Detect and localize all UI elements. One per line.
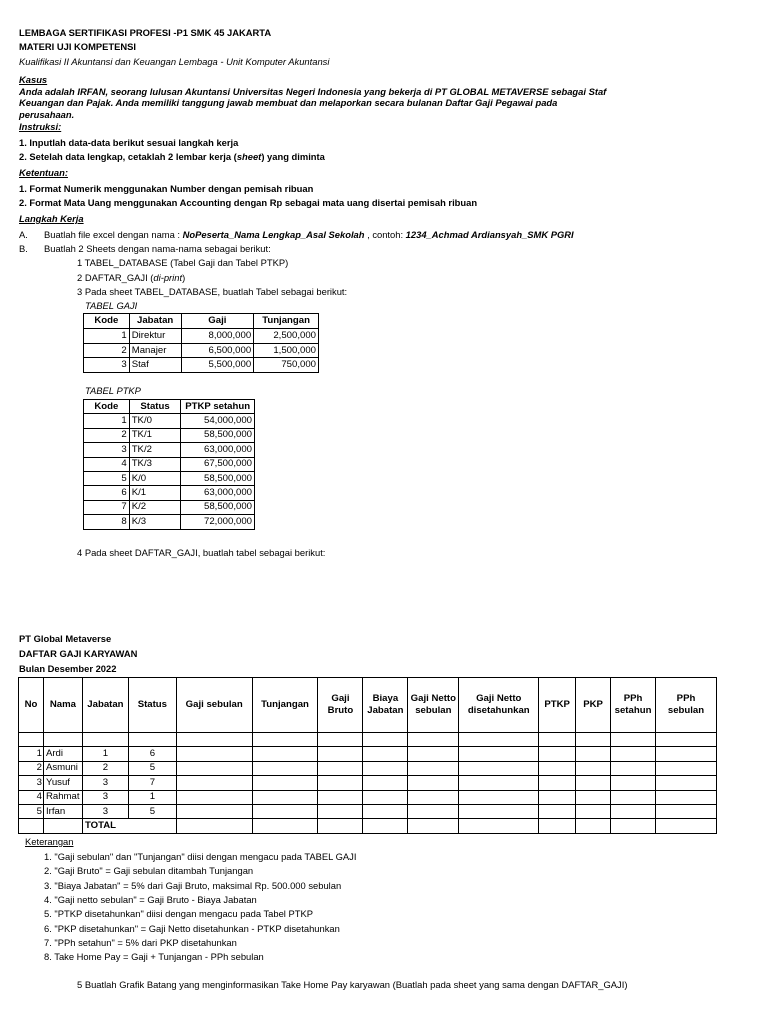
header-status: Status	[128, 678, 176, 733]
total-row	[19, 819, 717, 833]
cell-kode: 1	[84, 328, 130, 343]
cell-jabatan: 3	[82, 804, 128, 818]
cell-status: 1	[128, 790, 176, 804]
cell-ptkp: 54,000,000	[181, 414, 255, 428]
header-gaji: Gaji	[181, 314, 254, 329]
header-gaji-netto-disetahunkan: Gaji Netto disetahunkan	[459, 678, 539, 733]
daftar-period: Bulan Desember 2022	[19, 663, 117, 674]
cell-jabatan: 3	[82, 790, 128, 804]
total-label: TOTAL	[82, 819, 176, 833]
cell-status: 5	[128, 761, 176, 775]
step-a-label: A.	[19, 229, 28, 240]
tabel-ptkp-caption: TABEL PTKP	[85, 385, 141, 396]
cell-status: 5	[128, 804, 176, 818]
header-kode: Kode	[84, 400, 130, 414]
header-pph-setahun: PPh setahun	[611, 678, 656, 733]
cell-no: 5	[19, 804, 44, 818]
step-b-label: B.	[19, 243, 28, 254]
cell-jabatan: Staf	[129, 358, 181, 373]
table-row	[84, 428, 255, 442]
cell-kode: 7	[84, 500, 130, 514]
step-a-text: Buatlah file excel dengan nama : NoPeserta_Nama Lengkap_Asal Sekolah , contoh: 1234_Achmad Ardiansyah_SMK PGRI	[44, 229, 574, 240]
ketentuan-heading: Ketentuan:	[19, 167, 68, 178]
daftar-title: DAFTAR GAJI KARYAWAN	[19, 648, 138, 659]
document-title: MATERI UJI KOMPETENSI	[19, 41, 137, 52]
instruksi-item-2: 2. Setelah data lengkap, cetaklah 2 lembar kerja (sheet) yang diminta	[19, 151, 325, 162]
cell-status: 6	[128, 747, 176, 761]
cell-jabatan: 3	[82, 776, 128, 790]
table-row	[84, 515, 255, 529]
keterangan-item-5: 5. "PTKP disetahunkan" diisi dengan mengacu pada Tabel PTKP	[44, 908, 313, 919]
cell-jabatan: 2	[82, 761, 128, 775]
cell-nama: Yusuf	[43, 776, 82, 790]
cell-status: K/2	[129, 500, 181, 514]
instruksi-heading: Instruksi:	[19, 121, 62, 132]
cell-jabatan: 1	[82, 747, 128, 761]
company-name: PT Global Metaverse	[19, 633, 112, 644]
cell-status: TK/3	[129, 457, 181, 471]
keterangan-item-2: 2. "Gaji Bruto" = Gaji sebulan ditambah Tunjangan	[44, 865, 254, 876]
kasus-line-3: perusahaan.	[19, 109, 75, 120]
cell-gaji: 5,500,000	[181, 358, 254, 373]
cell-status: K/3	[129, 515, 181, 529]
table-row	[84, 443, 255, 457]
keterangan-item-8: 8. Take Home Pay = Gaji + Tunjangan - PPh sebulan	[44, 951, 264, 962]
table-row	[19, 790, 717, 804]
keterangan-item-6: 6. "PKP disetahunkan" = Gaji Netto disetahunkan - PTKP disetahunkan	[44, 923, 340, 934]
table-row	[19, 761, 717, 775]
kasus-heading: Kasus	[19, 74, 48, 85]
table-row	[84, 471, 255, 485]
header-jabatan: Jabatan	[82, 678, 128, 733]
ketentuan-item-1: 1. Format Numerik menggunakan Number dengan pemisah ribuan	[19, 183, 314, 194]
ketentuan-item-2: 2. Format Mata Uang menggunakan Accounting dengan Rp sebagai mata uang disertai pemisah ribuan	[19, 197, 478, 208]
cell-tunjangan: 2,500,000	[254, 328, 319, 343]
step-b2: 2 DAFTAR_GAJI (di-print)	[77, 272, 186, 283]
cell-kode: 3	[84, 443, 130, 457]
table-row	[84, 457, 255, 471]
cell-nama: Irfan	[43, 804, 82, 818]
step-5-instruction: 5 Buatlah Grafik Batang yang menginformasikan Take Home Pay karyawan (Buatlah pada sheet yang sama dengan DAFTAR_GAJI)	[77, 979, 628, 990]
table-row	[84, 343, 319, 358]
keterangan-item-1: 1. "Gaji sebulan" dan "Tunjangan" diisi dengan mengacu pada TABEL GAJI	[44, 851, 357, 862]
keterangan-item-3: 3. "Biaya Jabatan" = 5% dari Gaji Bruto, maksimal Rp. 500.000 sebulan	[44, 880, 342, 891]
header-gaji-bruto: Gaji Bruto	[318, 678, 363, 733]
daftar-gaji-table	[18, 677, 717, 834]
table-row	[19, 804, 717, 818]
header-ptkp-setahun: PTKP setahun	[181, 400, 255, 414]
cell-no: 2	[19, 761, 44, 775]
header-gaji-netto-sebulan: Gaji Netto sebulan	[408, 678, 459, 733]
cell-no: 1	[19, 747, 44, 761]
cell-gaji: 8,000,000	[181, 328, 254, 343]
cell-kode: 5	[84, 471, 130, 485]
step-b1: 1 TABEL_DATABASE (Tabel Gaji dan Tabel PTKP)	[77, 257, 289, 268]
cell-kode: 6	[84, 486, 130, 500]
table-row	[19, 747, 717, 761]
table-row	[84, 414, 255, 428]
instruksi-item-1: 1. Inputlah data-data berikut sesuai langkah kerja	[19, 137, 239, 148]
tabel-gaji	[83, 313, 319, 373]
header-ptkp: PTKP	[539, 678, 576, 733]
keterangan-item-4: 4. "Gaji netto sebulan" = Gaji Bruto - Biaya Jabatan	[44, 894, 257, 905]
kasus-line-2: Keuangan dan Pajak. Anda memiliki tanggung jawab membuat dan melaporkan secara bulanan Daftar Gaji Pegawai pada	[19, 97, 558, 108]
header-jabatan: Jabatan	[129, 314, 181, 329]
cell-status: TK/2	[129, 443, 181, 457]
cell-status: K/0	[129, 471, 181, 485]
cell-kode: 2	[84, 428, 130, 442]
header-pph-sebulan: PPh sebulan	[656, 678, 717, 733]
cell-jabatan: Manajer	[129, 343, 181, 358]
cell-ptkp: 72,000,000	[181, 515, 255, 529]
table-header-row	[84, 400, 255, 414]
cell-jabatan: Direktur	[129, 328, 181, 343]
qualification-subtitle: Kualifikasi II Akuntansi dan Keuangan Lembaga - Unit Komputer Akuntansi	[19, 56, 330, 67]
header-biaya-jabatan: Biaya Jabatan	[363, 678, 408, 733]
header-nama: Nama	[43, 678, 82, 733]
cell-ptkp: 63,000,000	[181, 443, 255, 457]
kasus-line-1: Anda adalah IRFAN, seorang lulusan Akuntansi Universitas Negeri Indonesia yang bekerja di PT GLOBAL METAVERSE sebagai Staf	[19, 86, 607, 97]
step-b-text: Buatlah 2 Sheets dengan nama-nama sebagai berikut:	[44, 243, 271, 254]
header-no: No	[19, 678, 44, 733]
table-header-row	[84, 314, 319, 329]
keterangan-heading: Keterangan	[25, 836, 74, 847]
table-row	[84, 328, 319, 343]
cell-kode: 3	[84, 358, 130, 373]
cell-nama: Rahmat	[43, 790, 82, 804]
step-b3: 3 Pada sheet TABEL_DATABASE, buatlah Tabel sebagai berikut:	[77, 286, 348, 297]
header-gaji-sebulan: Gaji sebulan	[176, 678, 252, 733]
tabel-ptkp	[83, 399, 255, 530]
header-kode: Kode	[84, 314, 130, 329]
cell-kode: 2	[84, 343, 130, 358]
institution-title: LEMBAGA SERTIFIKASI PROFESI -P1 SMK 45 JAKARTA	[19, 27, 272, 38]
langkah-heading: Langkah Kerja	[19, 213, 84, 224]
cell-status: TK/0	[129, 414, 181, 428]
cell-status: K/1	[129, 486, 181, 500]
tabel-gaji-caption: TABEL GAJI	[85, 300, 138, 311]
table-header-row	[19, 678, 717, 733]
header-status: Status	[129, 400, 181, 414]
cell-status: TK/1	[129, 428, 181, 442]
keterangan-item-7: 7. "PPh setahun" = 5% dari PKP disetahunkan	[44, 937, 237, 948]
cell-ptkp: 67,500,000	[181, 457, 255, 471]
cell-ptkp: 58,500,000	[181, 471, 255, 485]
cell-ptkp: 58,500,000	[181, 500, 255, 514]
cell-gaji: 6,500,000	[181, 343, 254, 358]
cell-kode: 8	[84, 515, 130, 529]
cell-kode: 1	[84, 414, 130, 428]
cell-kode: 4	[84, 457, 130, 471]
cell-no: 4	[19, 790, 44, 804]
table-row	[19, 776, 717, 790]
cell-ptkp: 58,500,000	[181, 428, 255, 442]
cell-nama: Ardi	[43, 747, 82, 761]
cell-tunjangan: 1,500,000	[254, 343, 319, 358]
spacer-row	[19, 733, 717, 747]
table-row	[84, 500, 255, 514]
cell-nama: Asmuni	[43, 761, 82, 775]
header-tunjangan: Tunjangan	[254, 314, 319, 329]
cell-tunjangan: 750,000	[254, 358, 319, 373]
table-row	[84, 486, 255, 500]
cell-no: 3	[19, 776, 44, 790]
header-tunjangan: Tunjangan	[252, 678, 318, 733]
cell-ptkp: 63,000,000	[181, 486, 255, 500]
cell-status: 7	[128, 776, 176, 790]
header-pkp: PKP	[576, 678, 611, 733]
table-row	[84, 358, 319, 373]
step-b4: 4 Pada sheet DAFTAR_GAJI, buatlah tabel sebagai berikut:	[77, 547, 326, 558]
